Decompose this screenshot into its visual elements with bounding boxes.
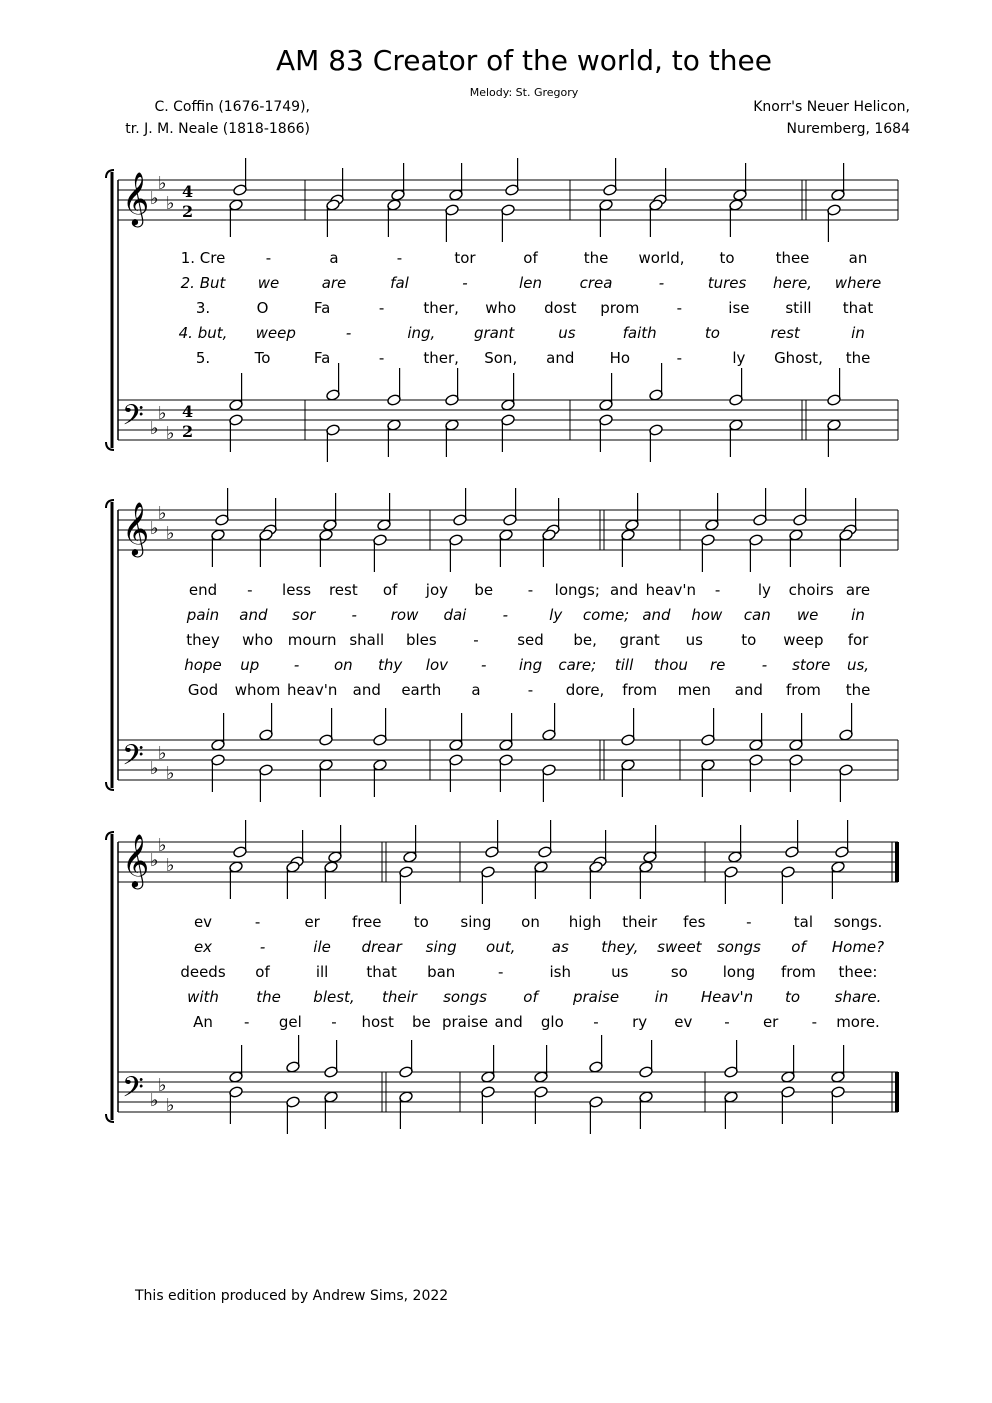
system-1-verse-3-syllable: dost	[544, 299, 577, 317]
system-1-verse-1-syllable: 1. Cre	[180, 249, 226, 267]
system-3-verse-3-syllable: ban	[427, 963, 456, 981]
system-3-verse-2-syllable: songs	[716, 938, 761, 956]
system-3-verse-1-syllable: high	[568, 913, 602, 931]
system-2-verse-4-syllable: thou	[653, 656, 688, 674]
system-1-verse-5-syllable: -	[676, 349, 683, 367]
system-2-verse-4-syllable: thy	[378, 656, 403, 674]
system-1-verse-5-syllable: Ghost,	[774, 349, 823, 367]
system-2-verse-4-syllable: ing	[518, 656, 543, 674]
system-3-verse-5-syllable: host	[361, 1013, 394, 1031]
system-2-verse-5-syllable: -	[527, 681, 534, 699]
system-3-verse-5-syllable: ev	[674, 1013, 693, 1031]
system-3-verse-1-syllable: -	[746, 913, 752, 931]
system-3-bass-flat-sign: ♭	[150, 1090, 159, 1111]
system-3-verse-5-syllable: more.	[836, 1013, 880, 1031]
system-2-verse-2-syllable: and	[642, 606, 671, 624]
system-1-verse-3-syllable: Fa	[313, 299, 331, 317]
system-1-verse-5-syllable: and	[546, 349, 575, 367]
system-2-verse-3-syllable: grant	[619, 631, 660, 649]
system-1-verse-2-syllable: fal	[390, 274, 409, 292]
system-2-verse-1-syllable: -	[247, 581, 253, 599]
edition-footer: This edition produced by Andrew Sims, 2022	[135, 1288, 449, 1304]
system-3-verse-5-syllable: -	[243, 1013, 250, 1031]
system-1-verse-2-syllable: 2. But	[180, 274, 226, 292]
system-3-bass-flat-sign: ♭	[166, 1095, 175, 1116]
system-1-verse-2-syllable: len	[519, 274, 542, 292]
system-3-verse-1-syllable: ev	[193, 913, 213, 931]
system-1-verse-4-syllable: in	[851, 324, 865, 342]
system-3-verse-5-syllable: glo	[540, 1013, 564, 1031]
system-1-verse-3-syllable: 3.	[195, 299, 211, 317]
system-1-verse-1-syllable: an	[848, 249, 868, 267]
system-3-verse-1-syllable: sing	[460, 913, 492, 931]
system-2-verse-4-syllable: -	[761, 656, 768, 674]
system-3-verse-5-syllable: and	[494, 1013, 523, 1031]
system-3-verse-5-syllable: praise	[441, 1013, 489, 1031]
system-3-verse-5-syllable: -	[811, 1013, 818, 1031]
system-1-verse-1-syllable: of	[523, 249, 538, 267]
system-3-verse-2-syllable: -	[259, 938, 266, 956]
system-1-verse-1-syllable: world,	[638, 249, 685, 267]
system-2-verse-3-syllable: -	[473, 631, 479, 649]
system-2-verse-5-syllable: and	[734, 681, 763, 699]
system-1-treble-time-top: 4	[182, 182, 194, 201]
system-2-verse-4-syllable: us,	[846, 656, 870, 674]
system-1-verse-4-syllable: grant	[473, 324, 515, 342]
system-3-verse-5-syllable: An	[193, 1013, 213, 1031]
source-line-2: Nuremberg, 1684	[786, 121, 910, 137]
system-1-verse-1-syllable: thee	[775, 249, 810, 267]
system-1-bass-clef: 𝄢	[122, 399, 144, 439]
system-3-verse-4-syllable: praise	[572, 988, 620, 1006]
system-2-verse-2-syllable: how	[691, 606, 723, 624]
system-1-verse-2-syllable: -	[658, 274, 665, 292]
system-1-bass-time-top: 4	[182, 402, 194, 421]
system-2-verse-4-syllable: store	[792, 656, 831, 674]
system-3-verse-4-syllable: songs	[443, 988, 487, 1006]
system-2-verse-1-syllable: longs;	[554, 581, 600, 599]
system-2-verse-2-syllable: we	[796, 606, 819, 624]
system-1-verse-5-syllable: ther,	[423, 349, 459, 367]
system-3-verse-5-syllable: be	[411, 1013, 431, 1031]
system-3-treble-clef: 𝄞	[122, 833, 150, 887]
system-3-verse-4-syllable: with	[187, 988, 219, 1006]
system-1-verse-1-syllable: the	[583, 249, 609, 267]
system-3-verse-3-syllable: from	[780, 963, 816, 981]
system-1-verse-3-syllable: who	[485, 299, 517, 317]
system-2-bass-flat-sign: ♭	[166, 763, 175, 784]
system-2-verse-5-syllable: from	[622, 681, 658, 699]
system-3-verse-1-syllable: on	[521, 913, 540, 931]
system-1-verse-5-syllable: -	[378, 349, 385, 367]
system-3-verse-5-syllable: gel	[278, 1013, 302, 1031]
system-1-bass-flat-sign: ♭	[150, 418, 159, 439]
system-3-verse-2-syllable: ex	[193, 938, 213, 956]
system-3-verse-3-syllable: -	[498, 963, 504, 981]
system-3-verse-2-syllable: of	[791, 938, 806, 956]
system-3-verse-5-syllable: ry	[632, 1013, 648, 1031]
system-2-verse-1-syllable: be	[474, 581, 494, 599]
system-1-treble-clef: 𝄞	[122, 171, 150, 225]
system-2-verse-1-syllable: end	[188, 581, 218, 599]
system-1-verse-3-syllable: -	[676, 299, 683, 317]
system-1-verse-5-syllable: To	[254, 349, 271, 367]
system-2-verse-4-syllable: lov	[425, 656, 449, 674]
system-3-verse-1-syllable: tal	[793, 913, 814, 931]
system-2-treble-flat-sign: ♭	[166, 523, 175, 544]
system-2-verse-5-syllable: heav'n	[286, 681, 338, 699]
system-1-verse-3-syllable: -	[378, 299, 385, 317]
system-2-verse-3-syllable: mourn	[287, 631, 337, 649]
system-2-verse-4-syllable: up	[240, 656, 260, 674]
system-2-verse-3-syllable: bles	[405, 631, 437, 649]
system-3-verse-4-syllable: in	[654, 988, 669, 1006]
system-3-verse-3-syllable: long	[722, 963, 756, 981]
system-2-verse-3-syllable: who	[242, 631, 274, 649]
system-2-verse-5-syllable: whom	[234, 681, 281, 699]
system-1-verse-1-syllable: tor	[454, 249, 476, 267]
system-1-verse-3-syllable: prom	[600, 299, 640, 317]
system-1-verse-5-syllable: ly	[732, 349, 746, 367]
system-3-bass-clef: 𝄢	[122, 1071, 144, 1111]
system-3-verse-1-syllable: to	[413, 913, 429, 931]
system-1-verse-2-syllable: tures	[707, 274, 747, 292]
system-3-treble-flat-sign: ♭	[150, 850, 159, 871]
system-3-verse-2-syllable: drear	[361, 938, 402, 956]
system-1-verse-3-syllable: O	[256, 299, 269, 317]
system-2-verse-2-syllable: sor	[292, 606, 316, 624]
system-1-verse-2-syllable: we	[257, 274, 280, 292]
system-3-verse-5-syllable: -	[724, 1013, 730, 1031]
system-1-verse-4-syllable: rest	[770, 324, 800, 342]
system-2-verse-3-syllable: weep	[783, 631, 824, 649]
system-2-verse-1-syllable: heav'n	[645, 581, 697, 599]
system-2-verse-1-syllable: less	[282, 581, 312, 599]
system-2-verse-5-syllable: and	[352, 681, 381, 699]
system-3-verse-1-syllable: free	[351, 913, 382, 931]
author-line-1: C. Coffin (1676-1749),	[154, 99, 310, 115]
system-2-verse-1-syllable: rest	[328, 581, 358, 599]
system-2-verse-2-syllable: in	[851, 606, 865, 624]
system-2-bass-clef: 𝄢	[122, 739, 144, 779]
system-2-verse-3-syllable: shall	[349, 631, 385, 649]
system-3-verse-1-syllable: er	[304, 913, 320, 931]
system-3-verse-5-syllable: -	[331, 1013, 337, 1031]
system-3-verse-2-syllable: out,	[486, 938, 516, 956]
system-1-verse-1-syllable: -	[265, 249, 272, 267]
system-3-verse-1-syllable: their	[622, 913, 658, 931]
system-3-treble-flat-sign: ♭	[166, 855, 175, 876]
system-3-verse-3-syllable: thee:	[838, 963, 878, 981]
system-1-bass-time-bottom: 2	[182, 422, 194, 441]
system-3-verse-3-syllable: so	[670, 963, 688, 981]
system-1-treble-flat-sign: ♭	[166, 193, 175, 214]
system-2-verse-2-syllable: come;	[582, 606, 630, 624]
system-1-verse-2-syllable: -	[462, 274, 468, 292]
system-2-verse-2-syllable: -	[351, 606, 357, 624]
system-1-treble-flat-sign: ♭	[150, 188, 159, 209]
system-2-bass-flat-sign: ♭	[150, 758, 159, 779]
melody-name: Melody: St. Gregory	[469, 86, 579, 99]
system-2-verse-1-syllable: of	[382, 581, 398, 599]
system-3-verse-1-syllable: -	[254, 913, 261, 931]
system-1-bass-flat-sign: ♭	[158, 403, 167, 424]
system-1-treble-flat-sign: ♭	[158, 173, 167, 194]
system-1-verse-4-syllable: -	[345, 324, 352, 342]
system-2-verse-2-syllable: dai	[443, 606, 467, 624]
system-2-verse-1-syllable: -	[527, 581, 534, 599]
system-1-verse-5-syllable: the	[845, 349, 871, 367]
system-1-verse-5-syllable: Son,	[484, 349, 518, 367]
system-2-verse-3-syllable: sed	[517, 631, 544, 649]
system-1-treble-time-bottom: 2	[182, 202, 194, 221]
system-1-verse-1-syllable: a	[329, 249, 339, 267]
system-3-verse-2-syllable: sweet	[657, 938, 702, 956]
system-3-verse-4-syllable: share.	[834, 988, 882, 1006]
author-line-2: tr. J. M. Neale (1818-1866)	[125, 121, 310, 137]
system-1-verse-4-syllable: to	[704, 324, 720, 342]
system-2-verse-1-syllable: joy	[425, 581, 449, 599]
system-2-verse-5-syllable: dore,	[565, 681, 605, 699]
system-1-verse-2-syllable: where	[834, 274, 882, 292]
system-1-verse-4-syllable: 4. but,	[178, 324, 228, 342]
system-1-verse-4-syllable: weep	[255, 324, 296, 342]
system-2-verse-4-syllable: care;	[558, 656, 597, 674]
system-2-bass-flat-sign: ♭	[158, 743, 167, 764]
system-1-verse-4-syllable: ing,	[407, 324, 436, 342]
source-line-1: Knorr's Neuer Helicon,	[753, 99, 910, 115]
system-2-verse-4-syllable: till	[614, 656, 634, 674]
system-3-verse-2-syllable: sing	[425, 938, 457, 956]
system-1-verse-5-syllable: Fa	[313, 349, 331, 367]
system-2-verse-2-syllable: can	[743, 606, 771, 624]
system-2-verse-5-syllable: a	[471, 681, 481, 699]
system-2-verse-2-syllable: -	[502, 606, 509, 624]
system-1-verse-3-syllable: ise	[728, 299, 750, 317]
system-2-treble-flat-sign: ♭	[150, 518, 159, 539]
system-1-verse-3-syllable: still	[785, 299, 812, 317]
system-1-verse-2-syllable: are	[321, 274, 347, 292]
system-3-verse-3-syllable: of	[255, 963, 270, 981]
system-2-verse-2-syllable: row	[390, 606, 419, 624]
system-2-verse-4-syllable: -	[293, 656, 300, 674]
system-1-verse-4-syllable: us	[558, 324, 576, 342]
system-3-verse-4-syllable: blest,	[313, 988, 355, 1006]
system-3-verse-1-syllable: fes	[683, 913, 706, 931]
system-3-verse-3-syllable: that	[366, 963, 397, 981]
system-2-treble-flat-sign: ♭	[158, 503, 167, 524]
system-3-verse-5-syllable: -	[593, 1013, 599, 1031]
system-1-verse-3-syllable: ther,	[423, 299, 459, 317]
system-2-verse-1-syllable: are	[845, 581, 871, 599]
system-3-verse-5-syllable: er	[762, 1013, 779, 1031]
system-1-verse-2-syllable: here,	[773, 274, 812, 292]
system-1-verse-4-syllable: faith	[622, 324, 657, 342]
system-2-verse-3-syllable: be,	[573, 631, 597, 649]
system-2-verse-2-syllable: pain	[186, 606, 220, 624]
system-2-verse-3-syllable: us	[685, 631, 703, 649]
system-3-verse-4-syllable: the	[256, 988, 281, 1006]
system-3-verse-2-syllable: ile	[313, 938, 331, 956]
system-3-verse-2-syllable: they,	[601, 938, 639, 956]
system-2-verse-1-syllable: -	[714, 581, 721, 599]
system-1-verse-5-syllable: Ho	[609, 349, 631, 367]
system-2-verse-3-syllable: for	[847, 631, 869, 649]
system-3-treble-flat-sign: ♭	[158, 835, 167, 856]
system-3-verse-2-syllable: Home?	[831, 938, 885, 956]
system-2-verse-4-syllable: re	[709, 656, 726, 674]
system-3-verse-4-syllable: of	[523, 988, 538, 1006]
system-3-verse-4-syllable: Heav'n	[700, 988, 754, 1006]
system-2-verse-2-syllable: and	[239, 606, 268, 624]
system-3-verse-3-syllable: us	[611, 963, 629, 981]
system-2-verse-4-syllable: hope	[184, 656, 222, 674]
system-1-verse-5-syllable: 5.	[195, 349, 211, 367]
system-3-verse-3-syllable: ish	[549, 963, 572, 981]
system-3-verse-4-syllable: their	[382, 988, 417, 1006]
system-1-verse-3-syllable: that	[842, 299, 874, 317]
system-2-verse-5-syllable: God	[187, 681, 219, 699]
system-2-verse-2-syllable: ly	[549, 606, 563, 624]
system-2-verse-5-syllable: from	[785, 681, 821, 699]
system-2-verse-4-syllable: -	[481, 656, 487, 674]
system-1-verse-2-syllable: crea	[579, 274, 613, 292]
system-2-verse-5-syllable: earth	[401, 681, 442, 699]
system-2-verse-5-syllable: men	[677, 681, 711, 699]
system-2-verse-1-syllable: choirs	[788, 581, 834, 599]
system-2-verse-1-syllable: ly	[757, 581, 771, 599]
system-3-verse-4-syllable: to	[784, 988, 801, 1006]
system-3-bass-flat-sign: ♭	[158, 1075, 167, 1096]
system-1-verse-1-syllable: -	[396, 249, 403, 267]
system-3-verse-3-syllable: ill	[315, 963, 329, 981]
system-2-verse-3-syllable: they	[186, 631, 220, 649]
system-2-treble-clef: 𝄞	[122, 501, 150, 555]
system-1-bass-flat-sign: ♭	[166, 423, 175, 444]
system-1-verse-1-syllable: to	[719, 249, 735, 267]
system-3-verse-1-syllable: songs.	[833, 913, 883, 931]
system-2-verse-5-syllable: the	[845, 681, 871, 699]
system-2-verse-1-syllable: and	[609, 581, 639, 599]
system-3-verse-2-syllable: as	[551, 938, 569, 956]
system-3-verse-3-syllable: deeds	[180, 963, 226, 981]
hymn-title: AM 83 Creator of the world, to thee	[276, 44, 772, 77]
system-2-verse-4-syllable: on	[334, 656, 353, 674]
system-2-verse-3-syllable: to	[741, 631, 757, 649]
